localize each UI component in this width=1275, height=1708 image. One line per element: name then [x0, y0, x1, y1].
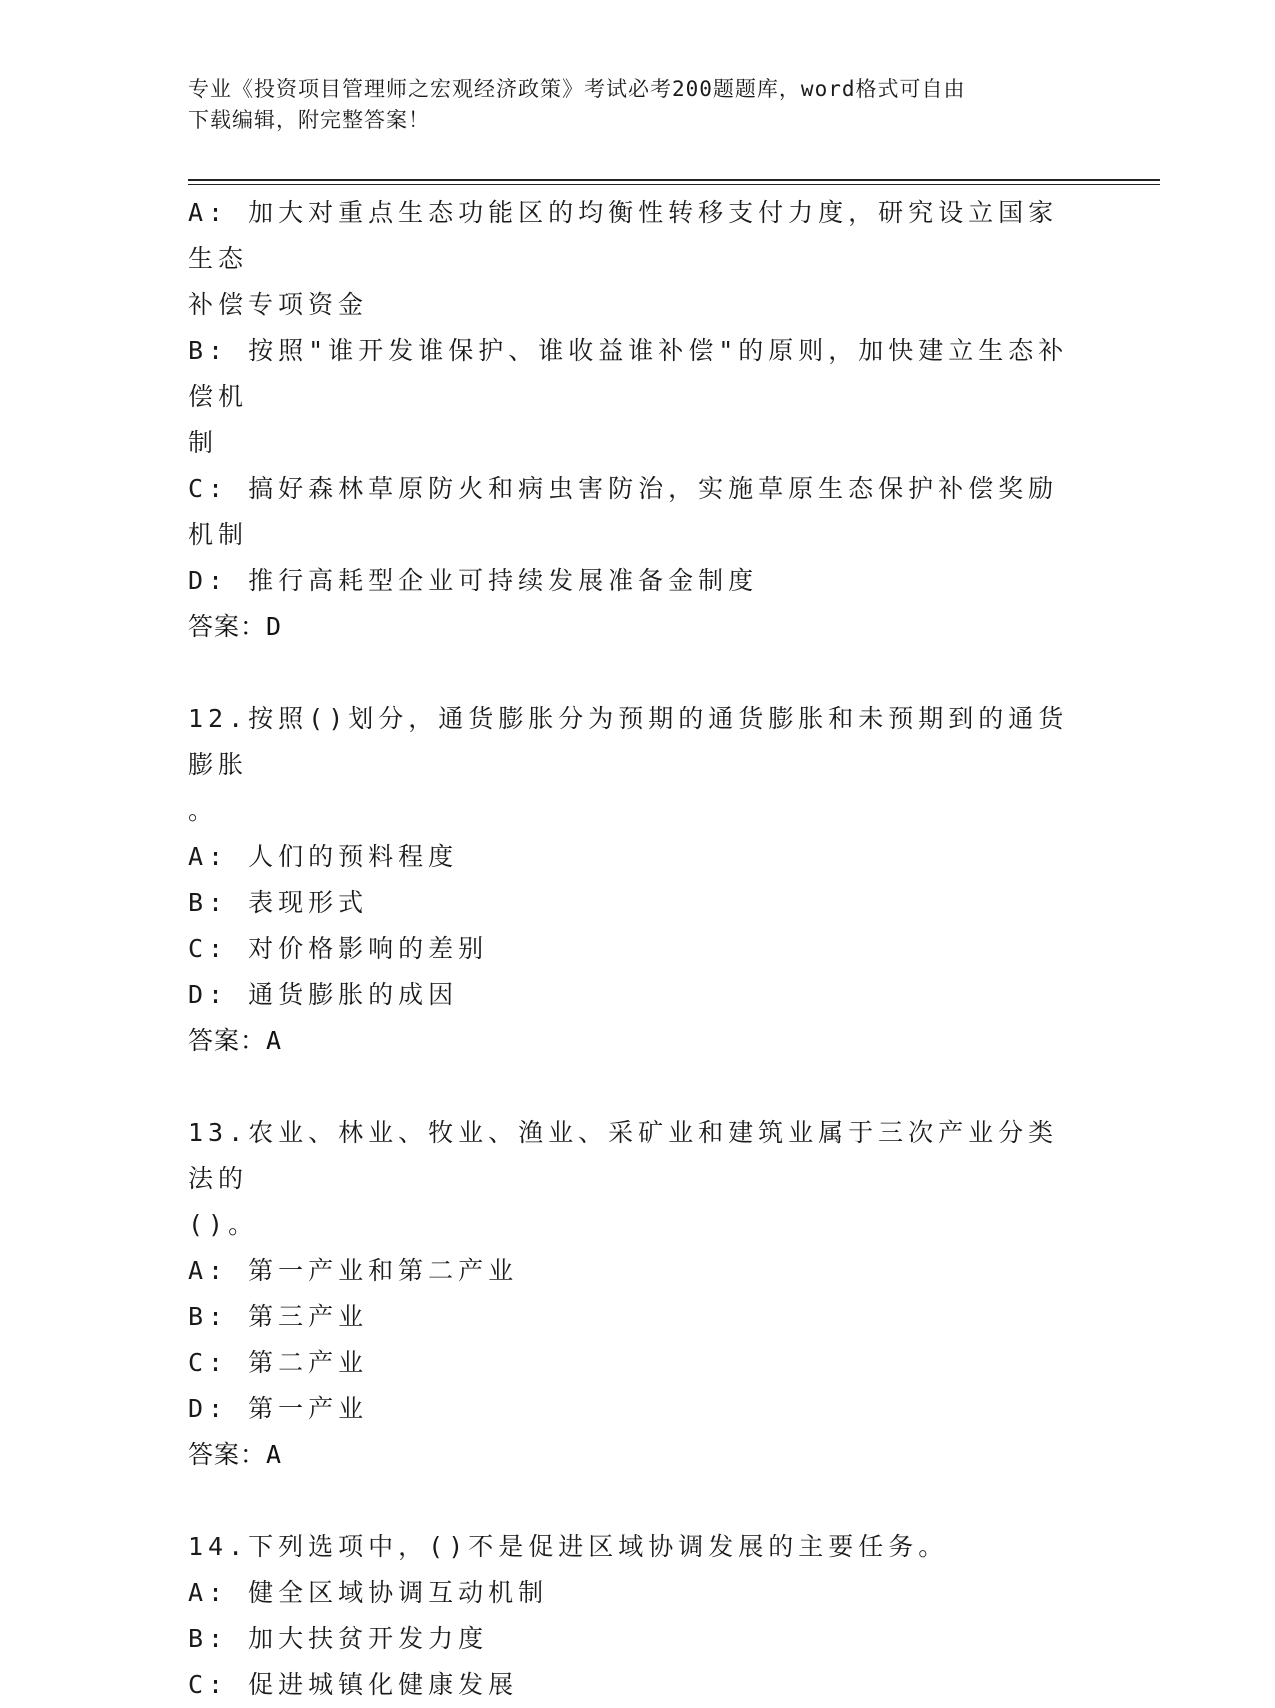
- q11-option-a-line1: A: 加大对重点生态功能区的均衡性转移支付力度，研究设立国家生态: [188, 198, 1059, 273]
- spacer: [188, 1478, 1088, 1524]
- q12-answer: [188, 1018, 1088, 1064]
- q11-answer: [188, 604, 1088, 650]
- spacer: [188, 650, 1088, 696]
- q13-answer: [188, 1432, 1088, 1478]
- document-header: [188, 74, 1068, 136]
- q11-option-a-line2: 补偿专项资金: [188, 290, 369, 319]
- header-divider-thin: [188, 184, 1160, 185]
- question-13-block: [188, 1110, 1088, 1478]
- q12-stem-line2: 。: [188, 796, 219, 825]
- q12-option-b: B: 表现形式: [188, 888, 369, 917]
- q14-option-a: A: 健全区域协调互动机制: [188, 1578, 549, 1607]
- q13-answer-label: 答案：: [188, 1440, 267, 1469]
- q11-answer-value: D: [266, 612, 283, 641]
- header-divider-thick: [188, 179, 1160, 181]
- question-12-block: [188, 696, 1088, 1064]
- q12-answer-label: 答案：: [188, 1026, 267, 1055]
- q13-answer-value: A: [266, 1440, 283, 1469]
- q11-option-c: C: 搞好森林草原防火和病虫害防治，实施草原生态保护补偿奖励机制: [188, 474, 1059, 549]
- q12-option-a: A: 人们的预料程度: [188, 842, 459, 871]
- q12-stem-line1: 12.按照()划分，通货膨胀分为预期的通货膨胀和未预期到的通货膨胀: [188, 704, 1069, 779]
- q11-option-d: D: 推行高耗型企业可持续发展准备金制度: [188, 566, 759, 595]
- q12-option-d: D: 通货膨胀的成因: [188, 980, 459, 1009]
- q11-answer-label: 答案：: [188, 612, 267, 641]
- q13-option-d: D: 第一产业: [188, 1394, 369, 1423]
- question-14-block: [188, 1524, 1088, 1708]
- q11-option-b-line1: B: 按照"谁开发谁保护、谁收益谁补偿"的原则，加快建立生态补偿机: [188, 336, 1069, 411]
- q13-stem-line2: ()。: [188, 1210, 259, 1239]
- q14-option-b: B: 加大扶贫开发力度: [188, 1624, 489, 1653]
- q11-option-b-line2: 制: [188, 428, 219, 457]
- question-list: [188, 190, 1088, 1708]
- header-line-1: 专业《投资项目管理师之宏观经济政策》考试必考200题题库，word格式可自由: [188, 77, 966, 101]
- q13-option-c: C: 第二产业: [188, 1348, 369, 1377]
- spacer: [188, 1064, 1088, 1110]
- q13-option-a: A: 第一产业和第二产业: [188, 1256, 519, 1285]
- q12-option-c: C: 对价格影响的差别: [188, 934, 489, 963]
- question-11-block: [188, 190, 1088, 650]
- q12-answer-value: A: [266, 1026, 283, 1055]
- q13-stem-line1: 13.农业、林业、牧业、渔业、采矿业和建筑业属于三次产业分类法的: [188, 1118, 1059, 1193]
- q14-stem-line1: 14.下列选项中，()不是促进区域协调发展的主要任务。: [188, 1532, 949, 1561]
- q13-option-b: B: 第三产业: [188, 1302, 369, 1331]
- q14-option-c: C: 促进城镇化健康发展: [188, 1670, 519, 1699]
- header-line-2: 下载编辑，附完整答案！: [188, 108, 430, 132]
